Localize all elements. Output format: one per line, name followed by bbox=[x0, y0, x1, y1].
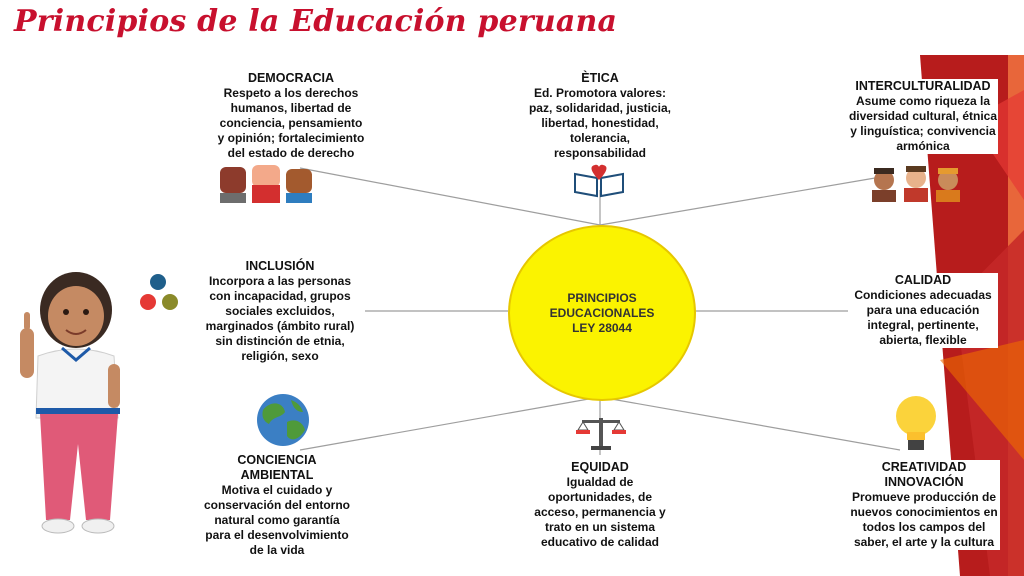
girl-illustration bbox=[14, 268, 134, 558]
center-circle bbox=[508, 225, 696, 401]
democracia-heading: DEMOCRACIA bbox=[247, 71, 335, 85]
page-title: Principios de la Educación peruana bbox=[14, 4, 618, 39]
principle-inclusion bbox=[195, 259, 365, 364]
people-icon bbox=[866, 164, 966, 204]
globe-icon bbox=[253, 392, 315, 450]
line-creatividad bbox=[600, 397, 900, 450]
three-dots-icon bbox=[136, 272, 184, 316]
conciencia-text: Motiva el cuidado y conservación del entorno natural como garantía para el desenvolvimiento de la vida bbox=[203, 483, 351, 557]
inclusion-text: Incorpora a las personas con incapacidad, grupos sociales excluidos, marginados (ámbito rural) sin distinción de etnia, religión, sexo bbox=[205, 274, 355, 363]
principle-conciencia bbox=[194, 453, 360, 558]
etica-heading: ÈTICA bbox=[581, 71, 619, 85]
creatividad-text: Promueve producción de nuevos conocimientos en todos los campos del saber, el arte y la cultura bbox=[850, 490, 998, 549]
scales-icon bbox=[576, 412, 626, 452]
center-line-2: EDUCACIONALES bbox=[549, 305, 655, 320]
principle-equidad bbox=[522, 460, 678, 550]
center-line-1: PRINCIPIOS bbox=[567, 290, 637, 305]
line-democracia bbox=[300, 168, 600, 225]
book-heart-icon bbox=[573, 164, 625, 198]
calidad-text: Condiciones adecuadas para una educación integral, pertinente, abierta, flexible bbox=[854, 288, 992, 347]
principle-etica bbox=[520, 71, 680, 161]
line-conciencia bbox=[300, 397, 600, 450]
lightbulb-icon bbox=[890, 394, 942, 452]
principle-democracia bbox=[193, 71, 389, 161]
calidad-heading: CALIDAD bbox=[894, 273, 952, 287]
raised-hands-icon bbox=[216, 165, 316, 207]
equidad-text: Igualdad de oportunidades, de acceso, permanencia y trato en un sistema educativo de calidad bbox=[534, 475, 666, 549]
center-line-3: LEY 28044 bbox=[572, 320, 632, 335]
interculturalidad-heading: INTERCULTURALIDAD bbox=[855, 79, 991, 93]
principle-interculturalidad bbox=[848, 79, 998, 154]
equidad-heading: EQUIDAD bbox=[571, 460, 629, 474]
inclusion-heading: INCLUSIÓN bbox=[245, 259, 315, 273]
democracia-text: Respeto a los derechos humanos, libertad de conciencia, pensamiento y opinión; fortalecimiento del estado de derecho bbox=[217, 86, 365, 160]
line-interculturalidad bbox=[600, 178, 875, 225]
conciencia-heading: CONCIENCIA AMBIENTAL bbox=[237, 453, 317, 482]
principle-calidad bbox=[848, 273, 998, 348]
creatividad-heading: CREATIVIDAD INNOVACIÓN bbox=[881, 460, 967, 489]
principle-creatividad bbox=[848, 460, 1000, 550]
etica-text: Ed. Promotora valores: paz, solidaridad, justicia, libertad, honestidad, tolerancia, responsabilidad bbox=[528, 86, 672, 160]
interculturalidad-text: Asume como riqueza la diversidad cultural, étnica y linguística; convivencia armónica bbox=[848, 94, 998, 153]
